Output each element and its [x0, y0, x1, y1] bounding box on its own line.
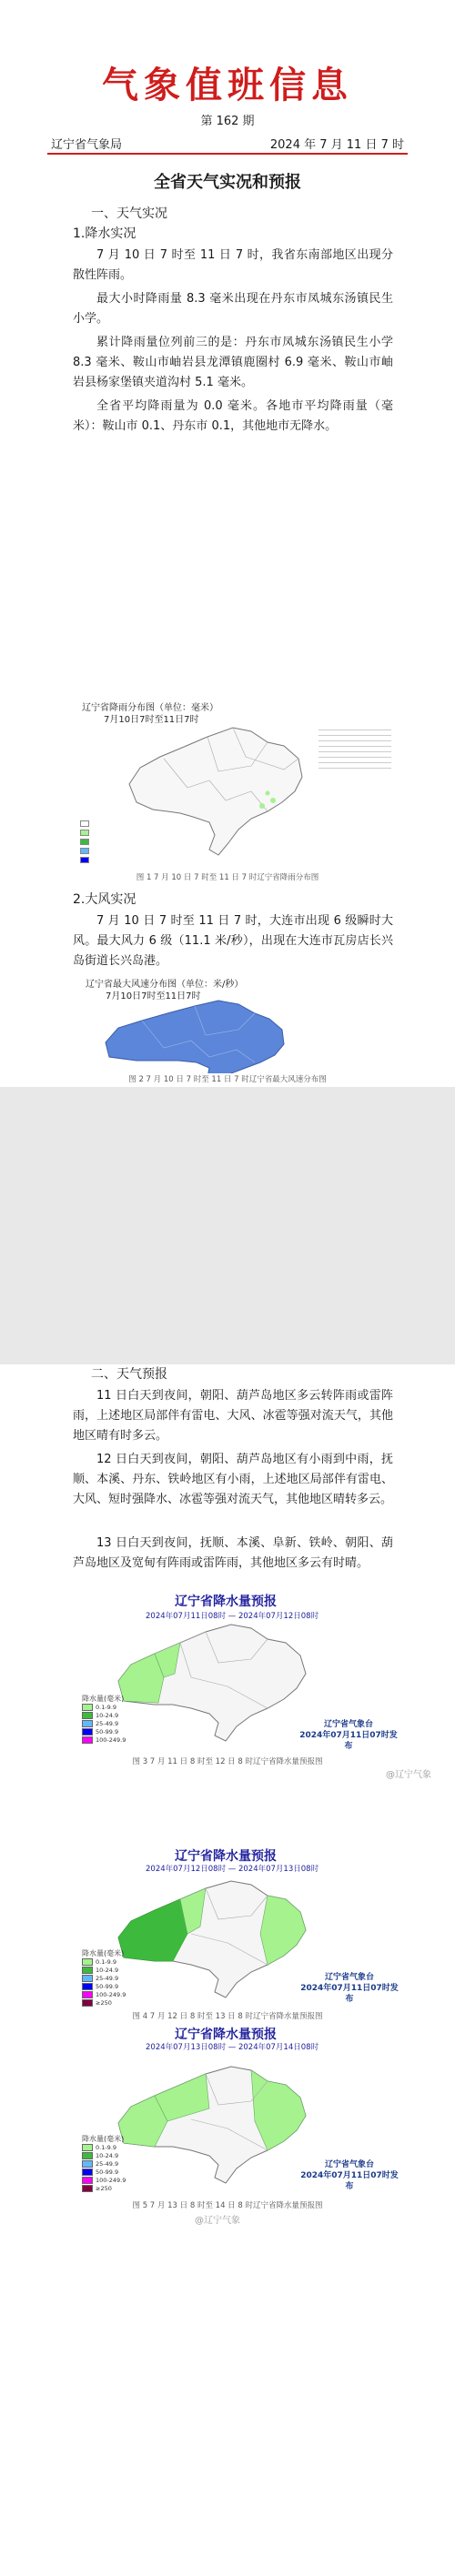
fc3-legend: 0.1-9.9 10-24.9 25-49.9 50-99.9 100-249.9 ≥250	[82, 2143, 126, 2192]
fc2-stamp: 辽宁省气象台 2024年07月11日07时发布	[300, 1973, 399, 2004]
forecast-para-3: 13 日白天到夜间，抚顺、本溪、阜新、铁岭、朝阳、葫芦岛地区及宽甸有阵雨或雷阵雨，其他地区多云有时晴。	[73, 1536, 393, 1570]
forecast-map-3: 辽宁省降水量预报 2024年07月13日08时 — 2024年07月14日08时 降水量(毫米) 0.1-9.9 10-24.9 25-49.9 50-99.9 100-249.9 ≥250 辽宁省气象台 2024年07月11日07时发布	[73, 2021, 400, 2194]
forecast-map-2: 辽宁省降水量预报 2024年07月12日08时 — 2024年07月13日08时 降水量(毫米) 0.1-9.9 10-24.9 25-49.9 50-99.9 100-249.9 ≥250 辽宁省气象台 2024年07月11日07时发布	[73, 1843, 400, 2007]
fc2-sub: 2024年07月12日08时 — 2024年07月13日08时	[146, 1865, 319, 1874]
issuing-org: 辽宁省气象局	[51, 138, 123, 152]
rain-para-3: 累计降雨量位列前三的是：丹东市凤城东汤镇民生小学 8.3 毫米、鞍山市岫岩县龙潭镇鹿圈村 6.9 毫米、鞍山市岫岩县杨家堡镇夹道沟村 5.1 毫米。	[73, 336, 393, 389]
fc3-sub: 2024年07月13日08时 — 2024年07月14日08时	[146, 2043, 319, 2052]
fc2-caption: 图 4 7 月 12 日 8 时至 13 日 8 时辽宁省降水量预报图	[132, 2012, 323, 2021]
wind-subheading: 2.大风实况	[73, 892, 136, 907]
fc3-head: 辽宁省降水量预报	[175, 2028, 277, 2042]
fc1-head: 辽宁省降水量预报	[175, 1595, 277, 1609]
red-divider	[47, 153, 408, 155]
fc3-caption: 图 5 7 月 13 日 8 时至 14 日 8 时辽宁省降水量预报图	[132, 2201, 323, 2210]
fc1-sub: 2024年07月11日08时 — 2024年07月12日08时	[146, 1612, 319, 1621]
fc3-stamp: 辽宁省气象台 2024年07月11日07时发布	[300, 2160, 399, 2191]
issue-date: 2024 年 7 月 11 日 7 时	[269, 138, 404, 152]
fc2-legend: 0.1-9.9 10-24.9 25-49.9 50-99.9 100-249.9 ≥250	[82, 1957, 126, 2007]
rainfall-map	[73, 693, 400, 866]
main-title: 全省天气实况和预报	[154, 173, 301, 192]
forecast-para-2: 12 日白天到夜间，朝阳、葫芦岛地区有小雨到中雨，抚顺、本溪、丹东、铁岭地区有小雨，上述地区局部伴有雷电、大风、短时强降水、冰雹等强对流天气，其他地区晴转多云。	[73, 1453, 393, 1506]
fc2-head: 辽宁省降水量预报	[175, 1849, 277, 1864]
rainfall-map-period: 7月10日7时至11日7时	[104, 715, 199, 725]
fig1-caption: 图 1 7 月 10 日 7 时至 11 日 7 时辽宁省降雨分布图	[136, 873, 319, 882]
fc1-caption: 图 3 7 月 11 日 8 时至 12 日 8 时辽宁省降水量预报图	[132, 1757, 323, 1766]
rainfall-map-legend	[80, 820, 89, 866]
station-list-placeholder	[318, 730, 391, 773]
wind-map-title: 辽宁省最大风速分布图（单位：米/秒）	[86, 980, 244, 990]
wind-map	[73, 975, 400, 1082]
fig2-caption: 图 2 7 月 10 日 7 时至 11 日 7 时辽宁省最大风速分布图	[0, 1073, 455, 1084]
fc1-stamp: 辽宁省气象台 2024年07月11日07时发布	[299, 1720, 398, 1751]
watermark-2: @辽宁气象	[195, 2216, 240, 2226]
rain-para-1: 7 月 10 日 7 时至 11 日 7 时，我省东南部地区出现分散性阵雨。	[73, 248, 393, 282]
wind-para: 7 月 10 日 7 时至 11 日 7 时，大连市出现 6 级瞬时大风。最大风力 6 级（11.1 米/秒），出现在大连市瓦房店长兴岛街道长兴岛港。	[73, 914, 393, 968]
section2-heading: 二、天气预报	[91, 1367, 167, 1382]
rainfall-map-figure	[73, 693, 400, 866]
page-2	[0, 1364, 455, 2576]
rain-para-4: 全省平均降雨量为 0.0 毫米。各地市平均降雨量（毫米）：鞍山市 0.1、丹东市 0.1，其他地市无降水。	[73, 399, 393, 433]
issue-number: 第 162 期	[200, 115, 255, 128]
rain-subheading: 1.降水实况	[73, 226, 136, 241]
section1-heading: 一、天气实况	[91, 206, 167, 221]
rain-para-2: 最大小时降雨量 8.3 毫米出现在丹东市凤城东汤镇民生小学。	[73, 292, 393, 326]
doc-title: 气象值班信息	[102, 65, 353, 106]
watermark-1: @辽宁气象	[386, 1770, 431, 1780]
forecast-para-1: 11 日白天到夜间，朝阳、葫芦岛地区多云转阵雨或雷阵雨，上述地区局部伴有雷电、大风、冰雹等强对流天气，其他地区晴有时多云。	[73, 1389, 393, 1443]
wind-map-period: 7月10日7时至11日7时	[106, 991, 201, 1001]
page-1	[0, 0, 455, 1087]
forecast-map-1: 辽宁省降水量预报 2024年07月11日08时 — 2024年07月12日08时 降水量(毫米) 0.1-9.9 10-24.9 25-49.9 50-99.9 100-249.9 辽宁省气象台 2024年07月11日07时发布	[73, 1586, 400, 1750]
rainfall-map-title: 辽宁省降雨分布图（单位：毫米）	[82, 703, 218, 713]
fc1-legend: 0.1-9.9 10-24.9 25-49.9 50-99.9 100-249.9	[82, 1703, 126, 1744]
wind-map-figure	[73, 975, 400, 1082]
